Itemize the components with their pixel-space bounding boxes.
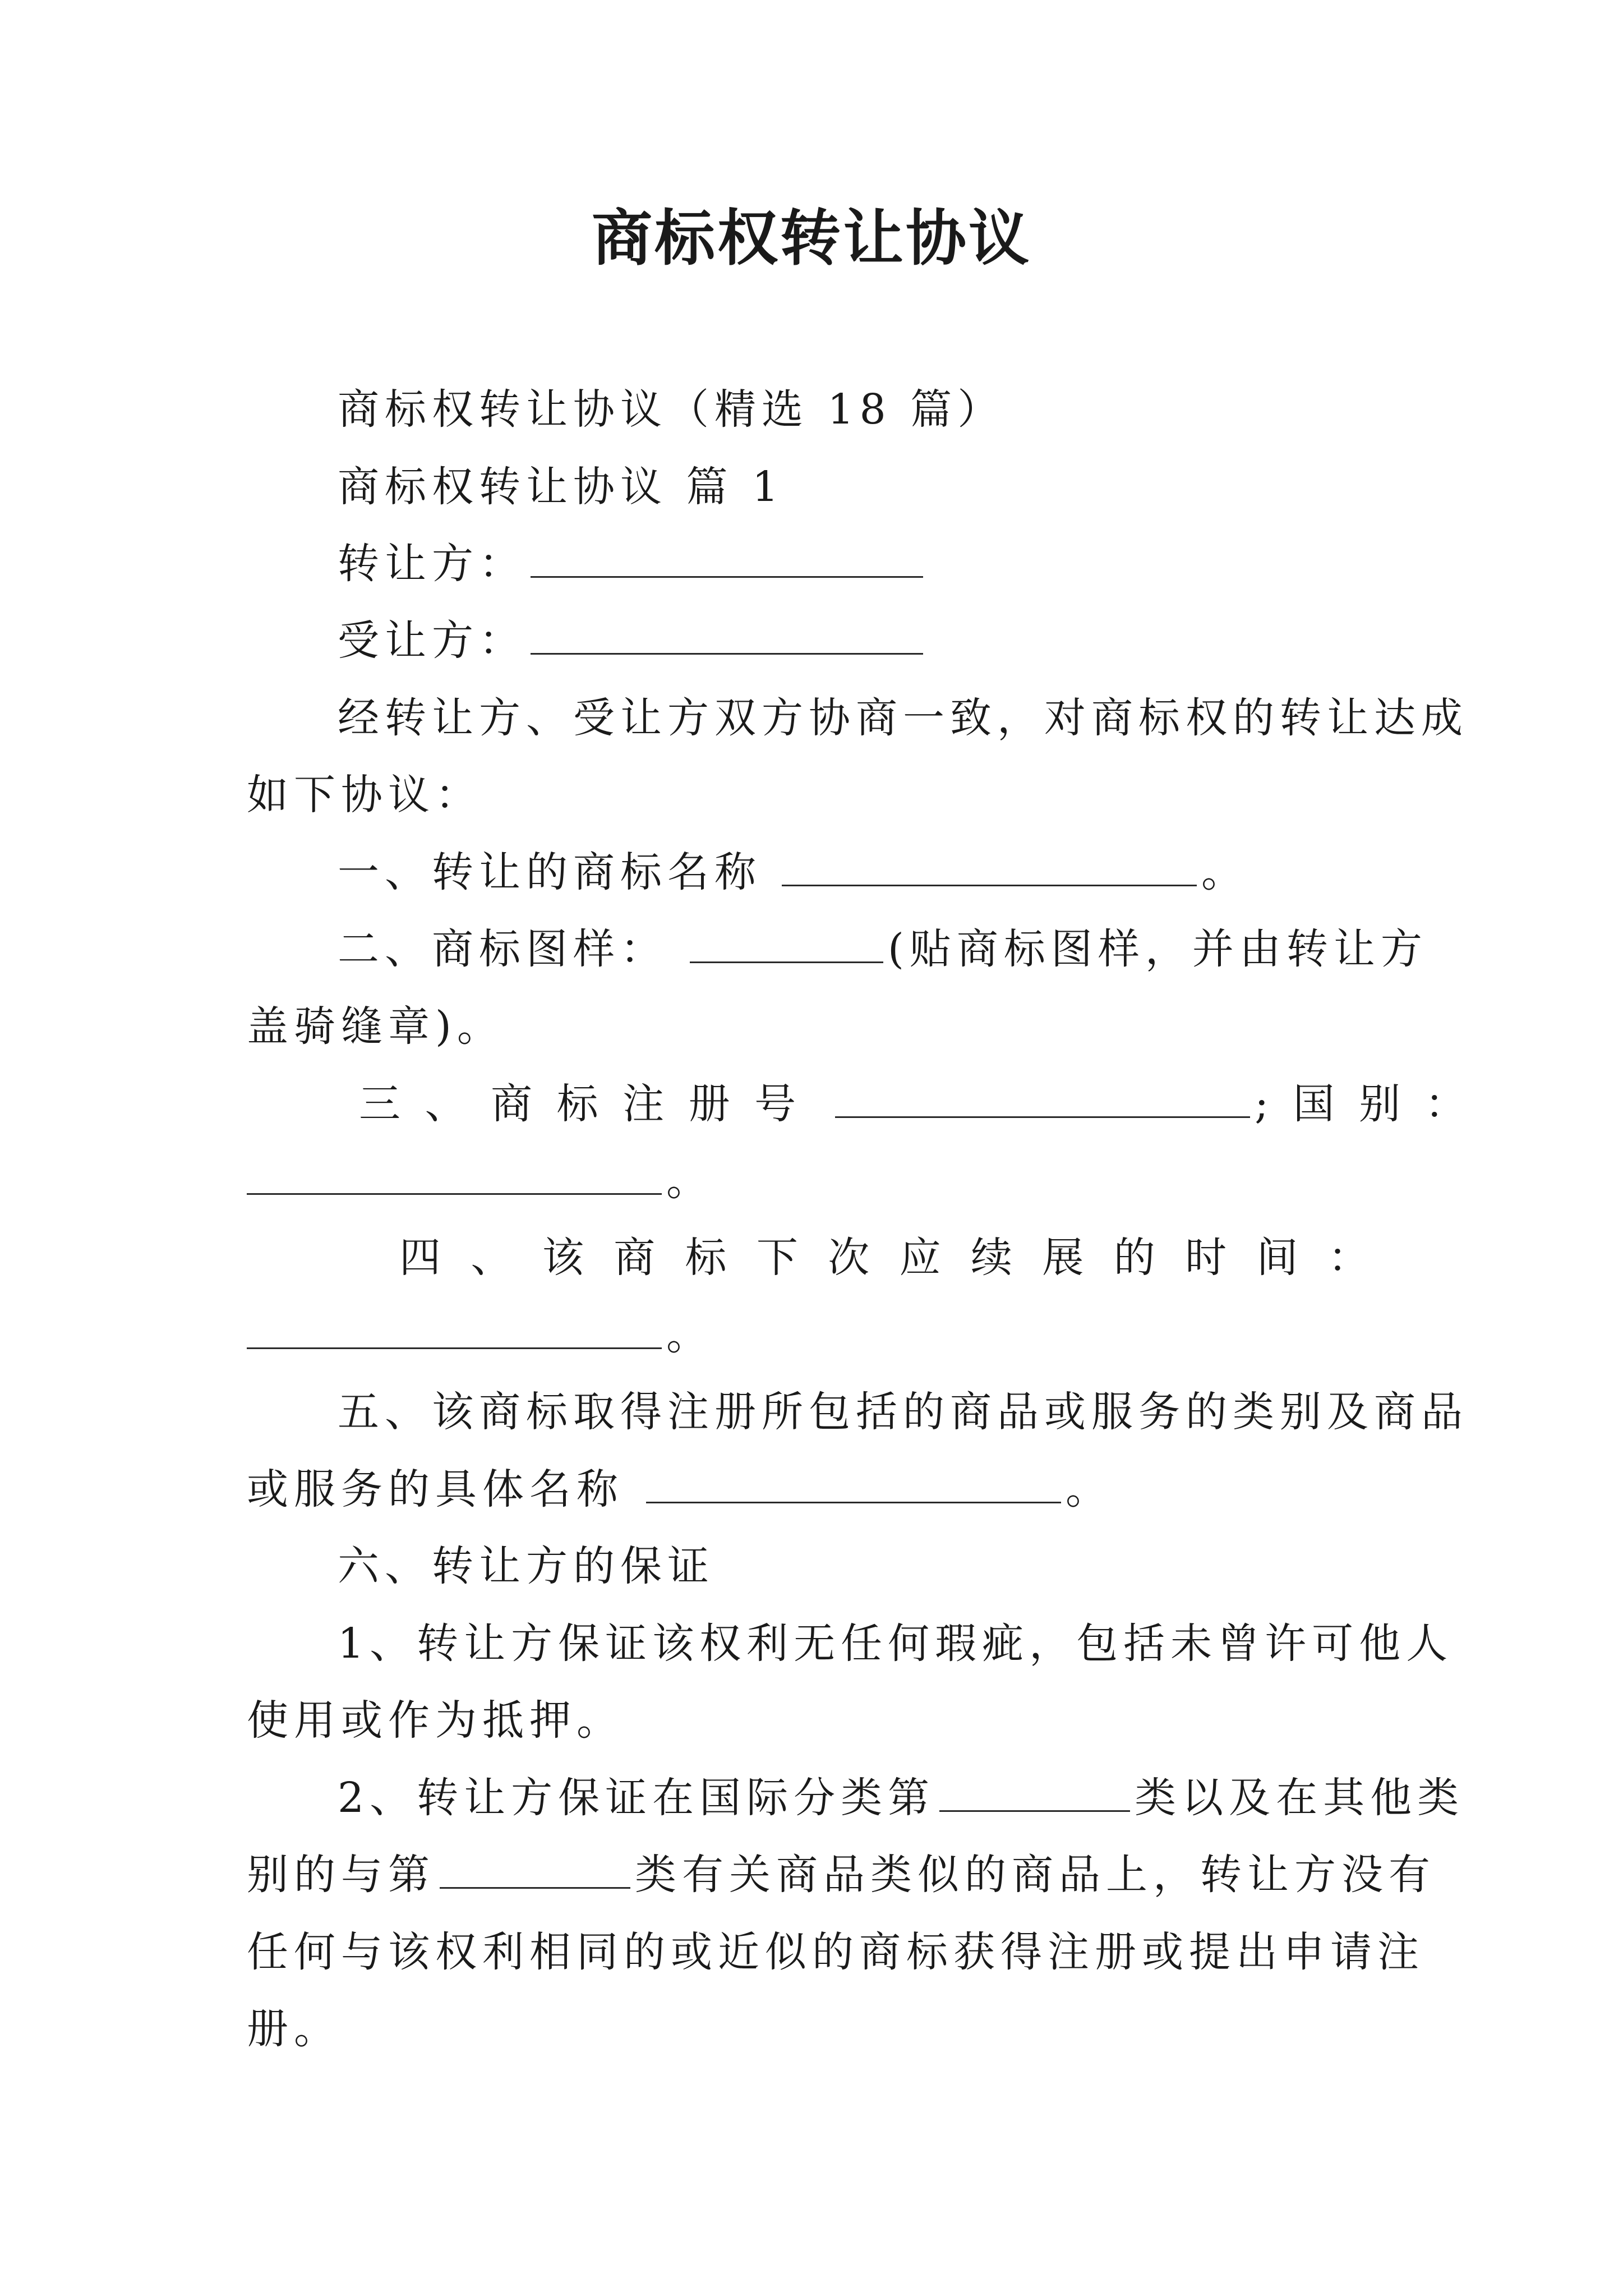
clause-4-char: 的 [1113,1234,1155,1282]
guarantee-2-text-c: 别的与第 [247,1851,435,1899]
clause-3-text: 三 、 商 标 注 册 号 [359,1080,802,1128]
clause-3-country: ; 国 别 ： [1255,1080,1472,1128]
clause-4-char: 间 [1256,1234,1298,1282]
clause-1 [338,844,1386,900]
clause-5-text: 或服务的具体名称 [247,1465,624,1513]
guarantee-2-text-b: 类以及在其他类 [1135,1774,1465,1822]
clause-1-blank [782,850,1197,886]
clause-3-end: 。 [666,1157,713,1205]
clause-4-char: 续 [971,1234,1012,1282]
clause-4-char: 标 [685,1234,727,1282]
clause-3 [359,1076,1472,1132]
clause-2 [338,921,1428,977]
transferor-label: 转让方： [338,540,526,588]
guarantee-2-line-4: 册。 [247,2005,341,2053]
clause-2-text: 二、商标图样： [338,925,667,973]
clause-2-tail: (贴商标图样，并由转让方 [888,925,1428,973]
clause-4-char: 次 [828,1234,870,1282]
guarantee-1-line-2: 使用或作为抵押。 [247,1696,624,1745]
guarantee-2-related-blank [440,1852,630,1889]
intro-line-1: 经转让方、受让方双方协商一致，对商标权的转让达成 [338,694,1468,742]
clause-4-char: 商 [614,1234,656,1282]
clause-4-char: ： [1327,1234,1370,1282]
transferee-blank [531,618,923,655]
guarantee-2-text-d: 类有关商品类似的商品上，转让方没有 [635,1851,1436,1899]
clause-2-blank [690,927,883,963]
guarantee-1-line-1: 1、转让方保证该权利无任何瑕疵，包括未曾许可他人 [338,1619,1454,1668]
intro-line-2: 如下协议： [247,771,482,819]
guarantee-2-line-3: 任何与该权利相同的或近似的商标获得注册或提出申请注 [247,1928,1424,1976]
subtitle: 商标权转让协议（精选 18 篇） [338,385,1005,434]
clause-5-blank [646,1467,1061,1503]
guarantee-2-text-a: 2、转让方保证在国际分类第 [338,1774,935,1822]
clause-4-char: 该 [542,1234,584,1282]
clause-1-end: 。 [1201,848,1248,896]
document-title: 商标权转让协议 [591,203,1031,274]
clause-4-blank [247,1313,662,1349]
transferor-line [338,536,1386,592]
clause-4-char: 应 [899,1234,941,1282]
guarantee-2-line-1 [338,1770,1465,1826]
clause-5-line-2 [247,1461,1385,1517]
clause-2-line-2: 盖骑缝章)。 [247,1002,504,1051]
transferee-line [338,613,1386,669]
transferor-blank [531,541,923,578]
clause-5-line-1: 五、该商标取得注册所包括的商品或服务的类别及商品 [338,1388,1468,1436]
clause-5-end: 。 [1066,1465,1113,1513]
clause-4-line-2 [247,1307,1385,1363]
guarantee-2-line-2 [247,1847,1436,1903]
clause-4-end: 。 [666,1311,713,1359]
clause-4-char: 展 [1042,1234,1084,1282]
clause-1-text: 一、转让的商标名称 [338,848,762,896]
clause-4-char: 下 [756,1234,798,1282]
clause-4-char: 时 [1185,1234,1227,1282]
transferee-label: 受让方： [338,616,526,665]
clause-3-line-2 [247,1153,1385,1209]
clause-4-char: 四 [399,1234,441,1282]
clause-4-char: 、 [471,1234,513,1282]
clause-4 [399,1230,1370,1286]
part-heading: 商标权转让协议 篇 1 [338,463,785,511]
clause-3-blank [835,1082,1250,1118]
guarantee-2-class-blank [939,1775,1130,1812]
clause-3-country-blank [247,1158,662,1195]
clause-6-heading: 六、转让方的保证 [338,1542,714,1590]
